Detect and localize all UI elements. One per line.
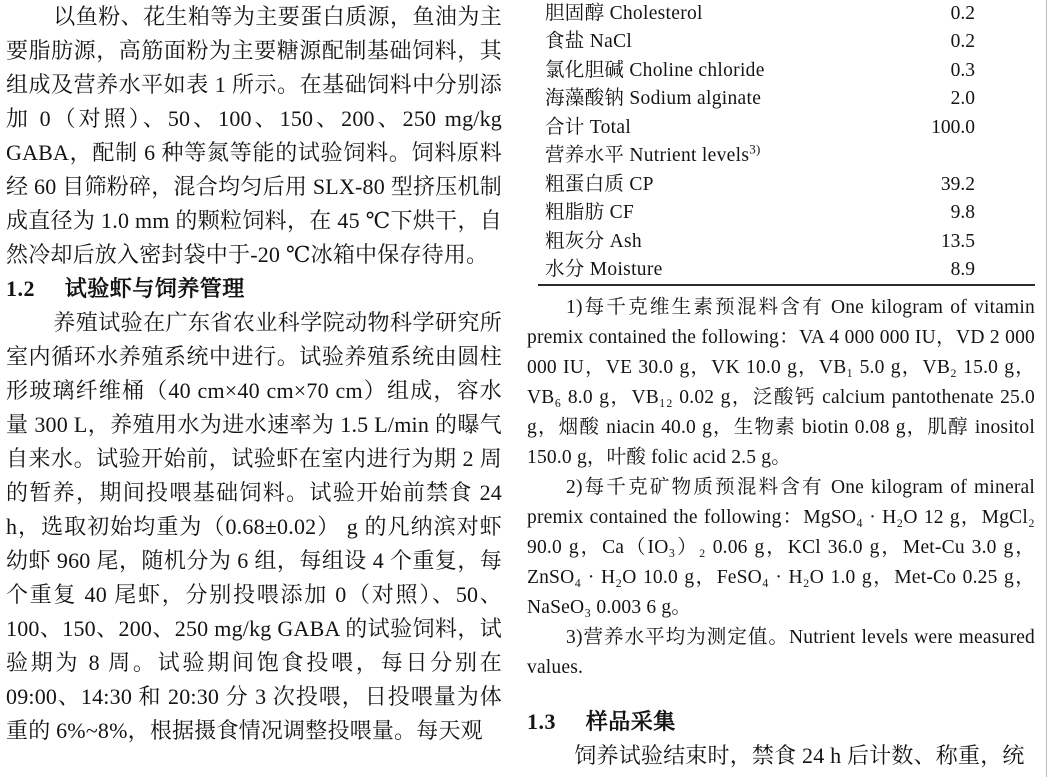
nutrient-label: 水分 Moisture — [545, 258, 663, 280]
ingredient-value: 0.2 — [950, 31, 975, 53]
ingredient-value: 0.2 — [950, 3, 975, 24]
footnote-nutrient-levels-measured: 3)营养水平均为测定值。Nutrient levels were measured values. — [527, 627, 1035, 679]
nutrient-value: 13.5 — [940, 230, 975, 252]
section-1-2-number: 1.2 — [6, 276, 35, 301]
table-row-total — [538, 114, 1035, 142]
table-row-ash — [538, 228, 1035, 256]
section-heading-1-2 — [6, 272, 502, 306]
table-row-sodium-alginate — [538, 85, 1035, 113]
nutrient-levels-label — [545, 142, 761, 170]
nutrient-label: 粗脂肪 CF — [545, 202, 635, 224]
table-row-nacl — [538, 28, 1035, 56]
nutrient-value: 39.2 — [940, 173, 975, 195]
nutrient-value: 9.8 — [950, 202, 975, 224]
section-1-2-title: 试验虾与饲养管理 — [64, 276, 245, 301]
ingredient-label: 胆固醇 Cholesterol — [545, 3, 703, 24]
table-row-choline-chloride — [538, 57, 1035, 85]
ingredient-label: 氯化胆碱 Choline chloride — [545, 59, 765, 81]
right-column — [527, 0, 1035, 773]
nutrient-label: 粗蛋白质 CP — [545, 173, 654, 195]
footnote-vitamin-premix: 1)每千克维生素预混料含有 One kilogram of vitamin premix contained the following：VA 4 000 000 IU，VD 2 000 000 IU，VE 30.0 g，VK 10.0 g，VB₁ 5.0 g，VB₂ 15.0 g，VB₆ 8.0 g，VB₁₂ 0.02 g，泛酸钙 calcium pantothenate 25.0 g，烟酸 niacin 40.0 g，生物素 biotin 0.08 g，肌醇 inositol 150.0 g，叶酸 folic acid 2.5 g。 — [527, 297, 1035, 469]
page-edge-line — [1046, 0, 1047, 777]
table-row-crude-fat — [538, 199, 1035, 227]
ingredient-label: 合计 Total — [545, 116, 632, 138]
table-row-moisture — [538, 256, 1035, 284]
nutrient-value: 8.9 — [950, 258, 975, 280]
nutrient-levels-label-text: 营养水平 Nutrient levels — [545, 145, 750, 167]
table-row-cholesterol — [538, 0, 1035, 28]
footnote-mineral-premix: 2)每千克矿物质预混料含有 One kilogram of mineral premix contained the following：MgSO₄ · H₂O 12 g，MgCl₂ 90.0 g，Ca（IO₃）₂ 0.06 g，KCl 36.0 g，Met-Cu 3.0 g，ZnSO₄ · H₂O 10.0 g，FeSO₄ · H₂O 1.0 g，Met-Co 0.25 g，NaSeO₃ 0.003 6 g。 — [527, 477, 1035, 619]
left-column — [6, 0, 502, 748]
ingredient-value: 2.0 — [950, 88, 975, 110]
ingredient-label: 食盐 NaCl — [545, 31, 633, 53]
section-heading-1-3 — [527, 705, 1035, 739]
ingredient-value: 0.3 — [950, 59, 975, 81]
table-row-nutrient-levels — [538, 142, 1035, 170]
section-1-3-number: 1.3 — [527, 709, 556, 735]
ingredient-label: 海藻酸钠 Sodium alginate — [545, 88, 762, 110]
table-row-crude-protein — [538, 171, 1035, 199]
paragraph-sampling: 饲养试验结束时，禁食 24 h 后计数、称重，统 — [574, 743, 1025, 769]
nutrient-levels-superscript: 3) — [749, 141, 761, 157]
ingredient-value: 100.0 — [931, 116, 975, 138]
nutrient-label: 粗灰分 Ash — [545, 230, 642, 252]
feed-composition-table — [538, 0, 1035, 286]
paragraph-husbandry: 养殖试验在广东省农业科学院动物科学研究所室内循环水养殖系统中进行。试验养殖系统由圆柱形玻璃纤维桶（40 cm×40 cm×70 cm）组成，容水量 300 L，养殖用水为进水速率为 1.5 L/min 的曝气自来水。试验开始前，试验虾在室内进行为期 2 周的暂养，期间投喂基础饲料。试验开始前禁食 24 h，选取初始均重为（0.68±0.02） g 的凡纳滨对虾幼虾 960 尾，随机分为 6 组，每组设 4 个重复，每个重复 40 尾虾，分别投喂添加 0（对照）、50、100、150、200、250 mg/kg GABA 的试验饲料，试验期为 8 周。试验期间饱食投喂，每日分别在 09:00、14:30 和 20:30 分 3 次投喂，日投喂量为体重的 6%~8%，根据摄食情况调整投喂量。每天观 — [6, 310, 502, 743]
paragraph-feed-preparation: 以鱼粉、花生粕等为主要蛋白质源，鱼油为主要脂肪源，高筋面粉为主要糖源配制基础饲料，其组成及营养水平如表 1 所示。在基础饲料中分别添加 0（对照）、50、100、150、200、250 mg/kg GABA，配制 6 种等氮等能的试验饲料。饲料原料经 60 目筛粉碎，混合均匀后用 SLX-80 型挤压机制成直径为 1.0 mm 的颗粒饲料，在 45 ℃下烘干，自然冷却后放入密封袋中于-20 ℃冰箱中保存待用。 — [6, 4, 502, 267]
section-1-3-title: 样品采集 — [585, 709, 676, 735]
table-footnotes — [527, 293, 1035, 683]
